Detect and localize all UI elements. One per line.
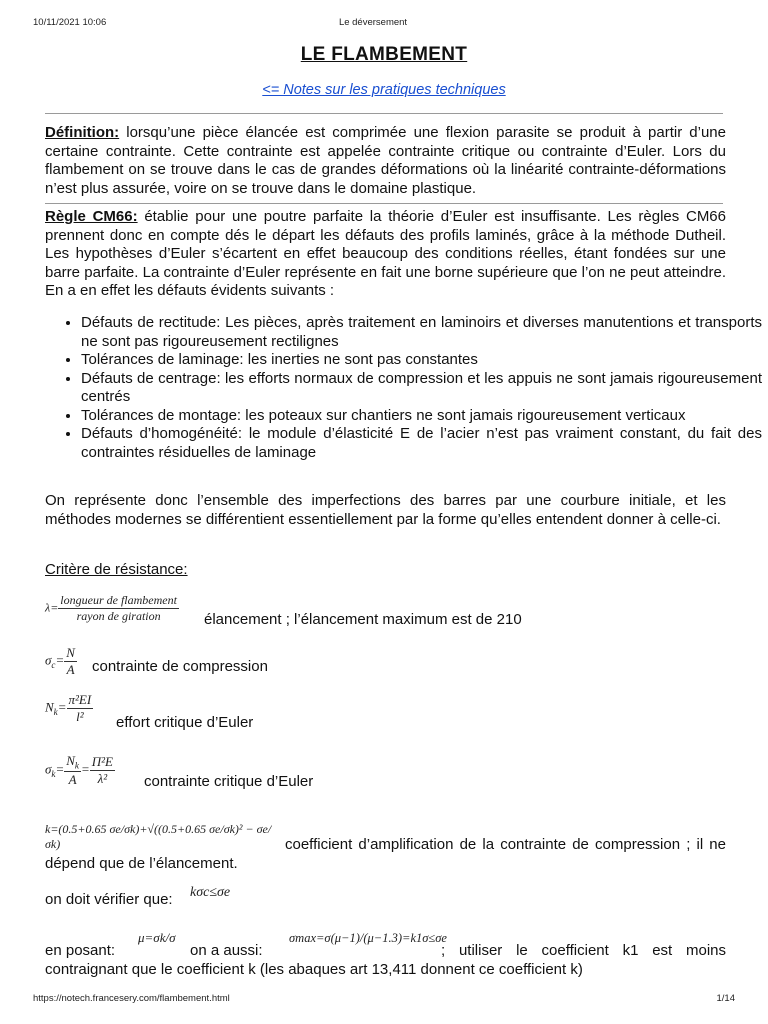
sigma-k-desc: contrainte critique d’Euler <box>144 773 314 790</box>
k-desc: coefficient d’amplification de la contrainte de compression ; il ne dépend que de l’élancement. <box>45 836 726 872</box>
lambda-desc: élancement ; l’élancement maximum est de 210 <box>204 611 522 628</box>
nav-bar <box>0 82 768 98</box>
regle-text: établie pour une poutre parfaite la théorie d’Euler est insuffisante. Les règles CM66 prennent donc en compte dés le départ les défauts des profils laminés, grâce à la méthode Dutheil. Les hypothèses d’Euler s’écartent en effet beaucoup des conditions réelles, étant fondées sur une barre parfaite. La contrainte d’Euler représente en fait une borne supérieure que l’on ne peut atteindre. En a en effet les défauts évidents suivants : <box>45 208 726 299</box>
list-item: • Défauts d’homogénéité: le module d’élasticité E de l’acier n’est pas vraiment constant, du fait des contraintes résiduelles de laminage <box>81 425 762 462</box>
divider <box>45 113 723 114</box>
regle-label: Règle CM66: <box>45 208 138 225</box>
page-title: LE FLAMBEMENT <box>300 44 468 65</box>
definition-label: Définition: <box>45 124 120 141</box>
sigma-max-formula: σmax=σ(μ−1)/(μ−1.3)=k1σ≤σe <box>289 931 447 945</box>
posant-text-2: on a aussi: <box>190 942 263 959</box>
divider <box>45 203 723 204</box>
back-link[interactable]: <= Notes sur les pratiques techniques <box>262 82 506 98</box>
criteria-title: Critère de résistance: <box>45 561 188 578</box>
sigma-c-desc: contrainte de compression <box>92 658 268 675</box>
list-item: • Tolérances de montage: les poteaux sur chantiers ne sont jamais rigoureusement verticaux <box>81 407 762 426</box>
definition-paragraph <box>45 124 726 198</box>
lambda-formula <box>45 593 179 624</box>
defects-list <box>45 314 762 462</box>
nk-desc: effort critique d’Euler <box>116 714 254 731</box>
lambda-num: longueur de flambement <box>60 593 177 607</box>
definition-text: lorsqu’une pièce élancée est comprimée une flexion parasite se produit à partir d’une certaine contrainte. Cette contrainte est appelée contrainte critique ou contrainte d’Euler. Lors du flambement on se trouve dans le cas de grandes déformations où la linéarité contrainte-déformations n’est plus assurée, voire on se trouve dans le domaine plastique. <box>45 124 726 197</box>
lambda-lhs: λ= <box>45 600 59 615</box>
print-url: https://notech.francesery.com/flambement.html <box>33 993 230 1004</box>
list-item: • Défauts de centrage: les efforts normaux de compression et les appuis ne sont jamais rigoureusement centrés <box>81 370 762 407</box>
lambda-den: rayon de giration <box>76 609 161 623</box>
posant-text: en posant: <box>45 942 116 959</box>
k-formula: k=(0.5+0.65 σe/σk)+√((0.5+0.65 σe/σk)² − σe/σk) <box>45 822 272 851</box>
nk-formula: $N_k=$ $\frac{\text{π²EI}}{\text{l²}}$ <box>45 692 92 724</box>
page-number: 1/14 <box>716 993 735 1004</box>
mu-formula: μ=σk/σ <box>138 930 176 945</box>
imperfections-paragraph: On représente donc l’ensemble des imperfections des barres par une courbure initiale, et les méthodes modernes se différentient essentiellement par la forme qu’elles entendent donner à celle-ci. <box>45 492 726 528</box>
regle-paragraph <box>45 208 726 301</box>
list-item: • Tolérances de laminage: les inerties ne sont pas constantes <box>81 351 762 370</box>
list-item: • Défauts de rectitude: Les pièces, après traitement en laminoirs et diverses manutentions et transports ne sont pas rigoureusement rectilignes <box>81 314 762 351</box>
posant-desc: ; utiliser le coefficient k1 est moins contraignant que le coefficient k (les abaques art 13,411 donnent ce coefficient k) <box>45 942 726 978</box>
sigma-k-formula: $\sigma_k=$ $\frac{N_k}{A}$ = $\frac{\text{Π²E}}{\text{λ²}}$ <box>45 753 113 787</box>
print-title: Le déversement <box>338 17 408 28</box>
verify-formula: kσc≤σe <box>190 885 231 900</box>
sigma-c-formula: $\sigma_c=$ $\frac{N}{A}$ <box>45 645 75 677</box>
print-date: 10/11/2021 10:06 <box>33 17 107 28</box>
verify-text: on doit vérifier que: <box>45 891 173 908</box>
